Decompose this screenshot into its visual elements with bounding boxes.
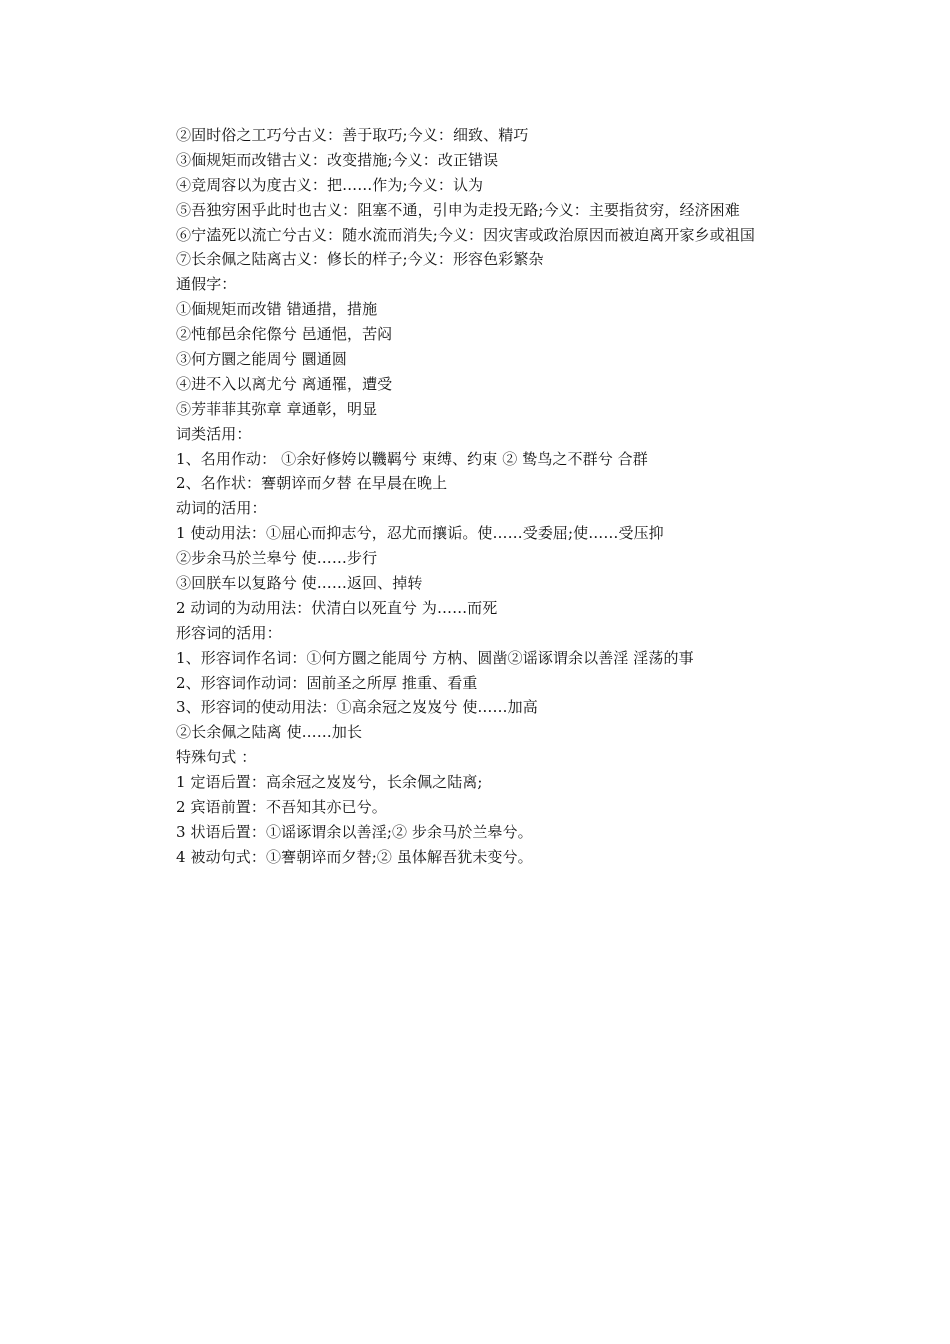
- section-heading-dongci-huoyong: 动词的活用：: [176, 499, 267, 518]
- text-line: ⑤芳菲菲其弥章 章通彰，明显: [176, 399, 378, 418]
- text-line: 1、名用作动： ①余好修姱以鞿羁兮 束缚、约束 ② 鸷鸟之不群兮 合群: [176, 449, 648, 468]
- text-line: ②步余马於兰皋兮 使……步行: [176, 549, 378, 568]
- section-heading-teshu-jushi: 特殊句式 ：: [176, 748, 257, 767]
- text-line: 2 宾语前置：不吾知其亦已兮。: [176, 798, 387, 817]
- document-body: [176, 123, 916, 870]
- text-line: ⑥宁溘死以流亡兮古义：随水流而消失;今义：因灾害或政治原因而被迫离开家乡或祖国: [176, 225, 755, 244]
- text-line: 3 状语后置：①谣诼谓余以善淫;② 步余马於兰皋兮。: [176, 822, 533, 841]
- text-line: ③偭规矩而改错古义：改变措施;今义：改正错误: [176, 150, 499, 169]
- text-line: 3、形容词的使动用法：①高余冠之岌岌兮 使……加高: [176, 698, 538, 717]
- section-heading-tongjiazi: 通假字：: [176, 275, 237, 294]
- text-line: 2、名作状：謇朝谇而夕替 在早晨在晚上: [176, 474, 448, 493]
- text-line: 4 被动句式：①謇朝谇而夕替;② 虽体解吾犹未变兮。: [176, 847, 533, 866]
- text-line: ②忳郁邑余侘傺兮 邑通悒，苦闷: [176, 325, 393, 344]
- text-line: 2 动词的为动用法：伏清白以死直兮 为……而死: [176, 598, 498, 617]
- text-line: ④竞周容以为度古义：把……作为;今义：认为: [176, 175, 484, 194]
- text-line: ④进不入以离尤兮 离通罹，遭受: [176, 374, 393, 393]
- text-line: ③回朕车以复路兮 使……返回、掉转: [176, 574, 423, 593]
- text-line: ②长余佩之陆离 使……加长: [176, 723, 363, 742]
- text-line: 1 使动用法：①屈心而抑志兮，忍尤而攘诟。使……受委屈;使……受压抑: [176, 524, 664, 543]
- text-line: 1、形容词作名词：①何方圜之能周兮 方枘、圆凿②谣诼谓余以善淫 淫荡的事: [176, 648, 694, 667]
- text-line: 2、形容词作动词：固前圣之所厚 推重、看重: [176, 673, 478, 692]
- section-heading-cilei-huoyong: 词类活用：: [176, 424, 252, 443]
- text-line: ③何方圜之能周兮 圜通圆: [176, 350, 347, 369]
- text-line: 1 定语后置：高余冠之岌岌兮，长余佩之陆离;: [176, 773, 483, 792]
- text-line: ①偭规矩而改错 错通措，措施: [176, 300, 378, 319]
- text-line: ⑤吾独穷困乎此时也古义：阻塞不通，引申为走投无路;今义：主要指贫穷，经济困难: [176, 200, 740, 219]
- text-line: ⑦长余佩之陆离古义：修长的样子;今义：形容色彩繁杂: [176, 250, 544, 269]
- section-heading-xingrongci-huoyong: 形容词的活用：: [176, 623, 282, 642]
- text-line: ②固时俗之工巧兮古义：善于取巧;今义：细致、精巧: [176, 126, 529, 144]
